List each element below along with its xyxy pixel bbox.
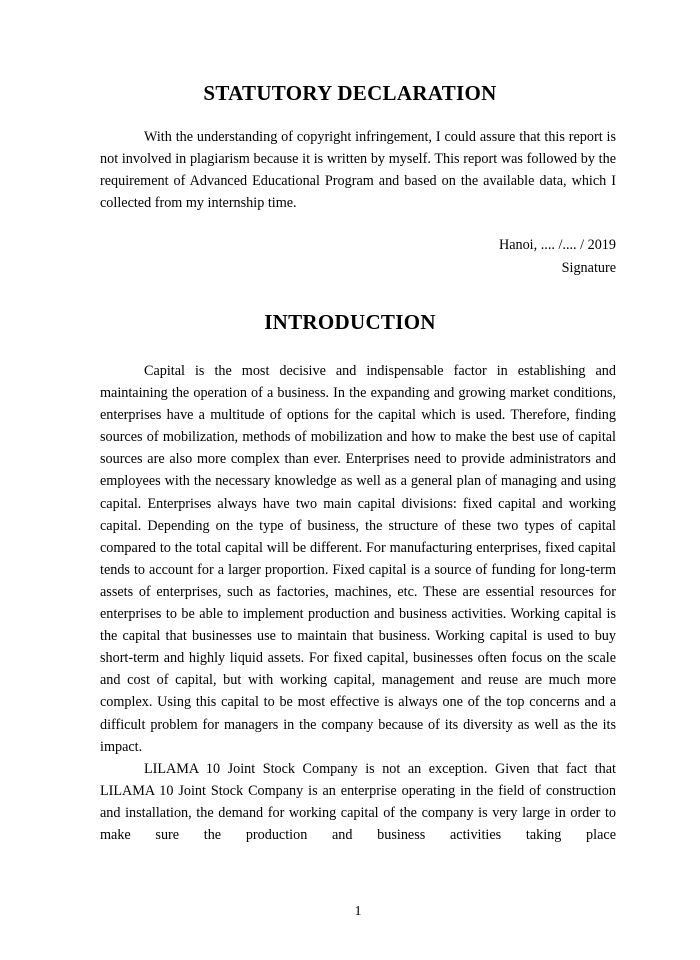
signature-label: Signature [561,260,616,276]
introduction-paragraph-1: Capital is the most decisive and indispensable factor in establishing and maintaining the operation of a business. In the expanding and growing market conditions, enterprises have a multitude of options for the capital which is used. Therefore, finding sources of mobilization, methods of mobilization and how to make the best use of capital sources are also more complex than ever. Enterprises need to provide administrators and employees with the necessary knowledge as well as a general plan of managing and using capital. Enterprises always have two main capital divisions: fixed capital and working capital. Depending on the type of business, the structure of these two types of capital compared to the total capital will be different. For manufacturing enterprises, fixed capital tends to account for a larger proportion. Fixed capital is a source of funding for long-term assets of enterprises, such as factories, machines, etc. These are essential resources for enterprises to be able to implement production and business activities. Working capital is the capital that businesses use to maintain that business. Working capital is used to buy short-term and highly liquid assets. For fixed capital, businesses often focus on the scale and cost of capital, but with working capital, management and reuse are much more complex. Using this capital to be most effective is always one of the top concerns and a difficult problem for managers in the company because of its diversity as well as the its impact. [100,363,616,755]
declaration-paragraph: With the understanding of copyright infringement, I could assure that this report is not involved in plagiarism because it is written by myself. This report was followed by the requirement of Advanced Educational Program and based on the available data, which I collected from my internship time. [100,129,616,212]
introduction-title: INTRODUCTION [264,310,436,334]
declaration-title: STATUTORY DECLARATION [203,81,497,105]
declaration-body [100,126,616,214]
page-number: 1 [354,904,362,919]
place-date: Hanoi, .... /.... / 2019 [498,237,616,253]
introduction-paragraph-2: LILAMA 10 Joint Stock Company is not an exception. Given that fact that LILAMA 10 Joint Stock Company is an enterprise operating in the field of construction and installation, the demand for working capital of the company is very large in order to make sure the production and business activities taking place [100,760,616,843]
introduction-body [100,360,616,846]
